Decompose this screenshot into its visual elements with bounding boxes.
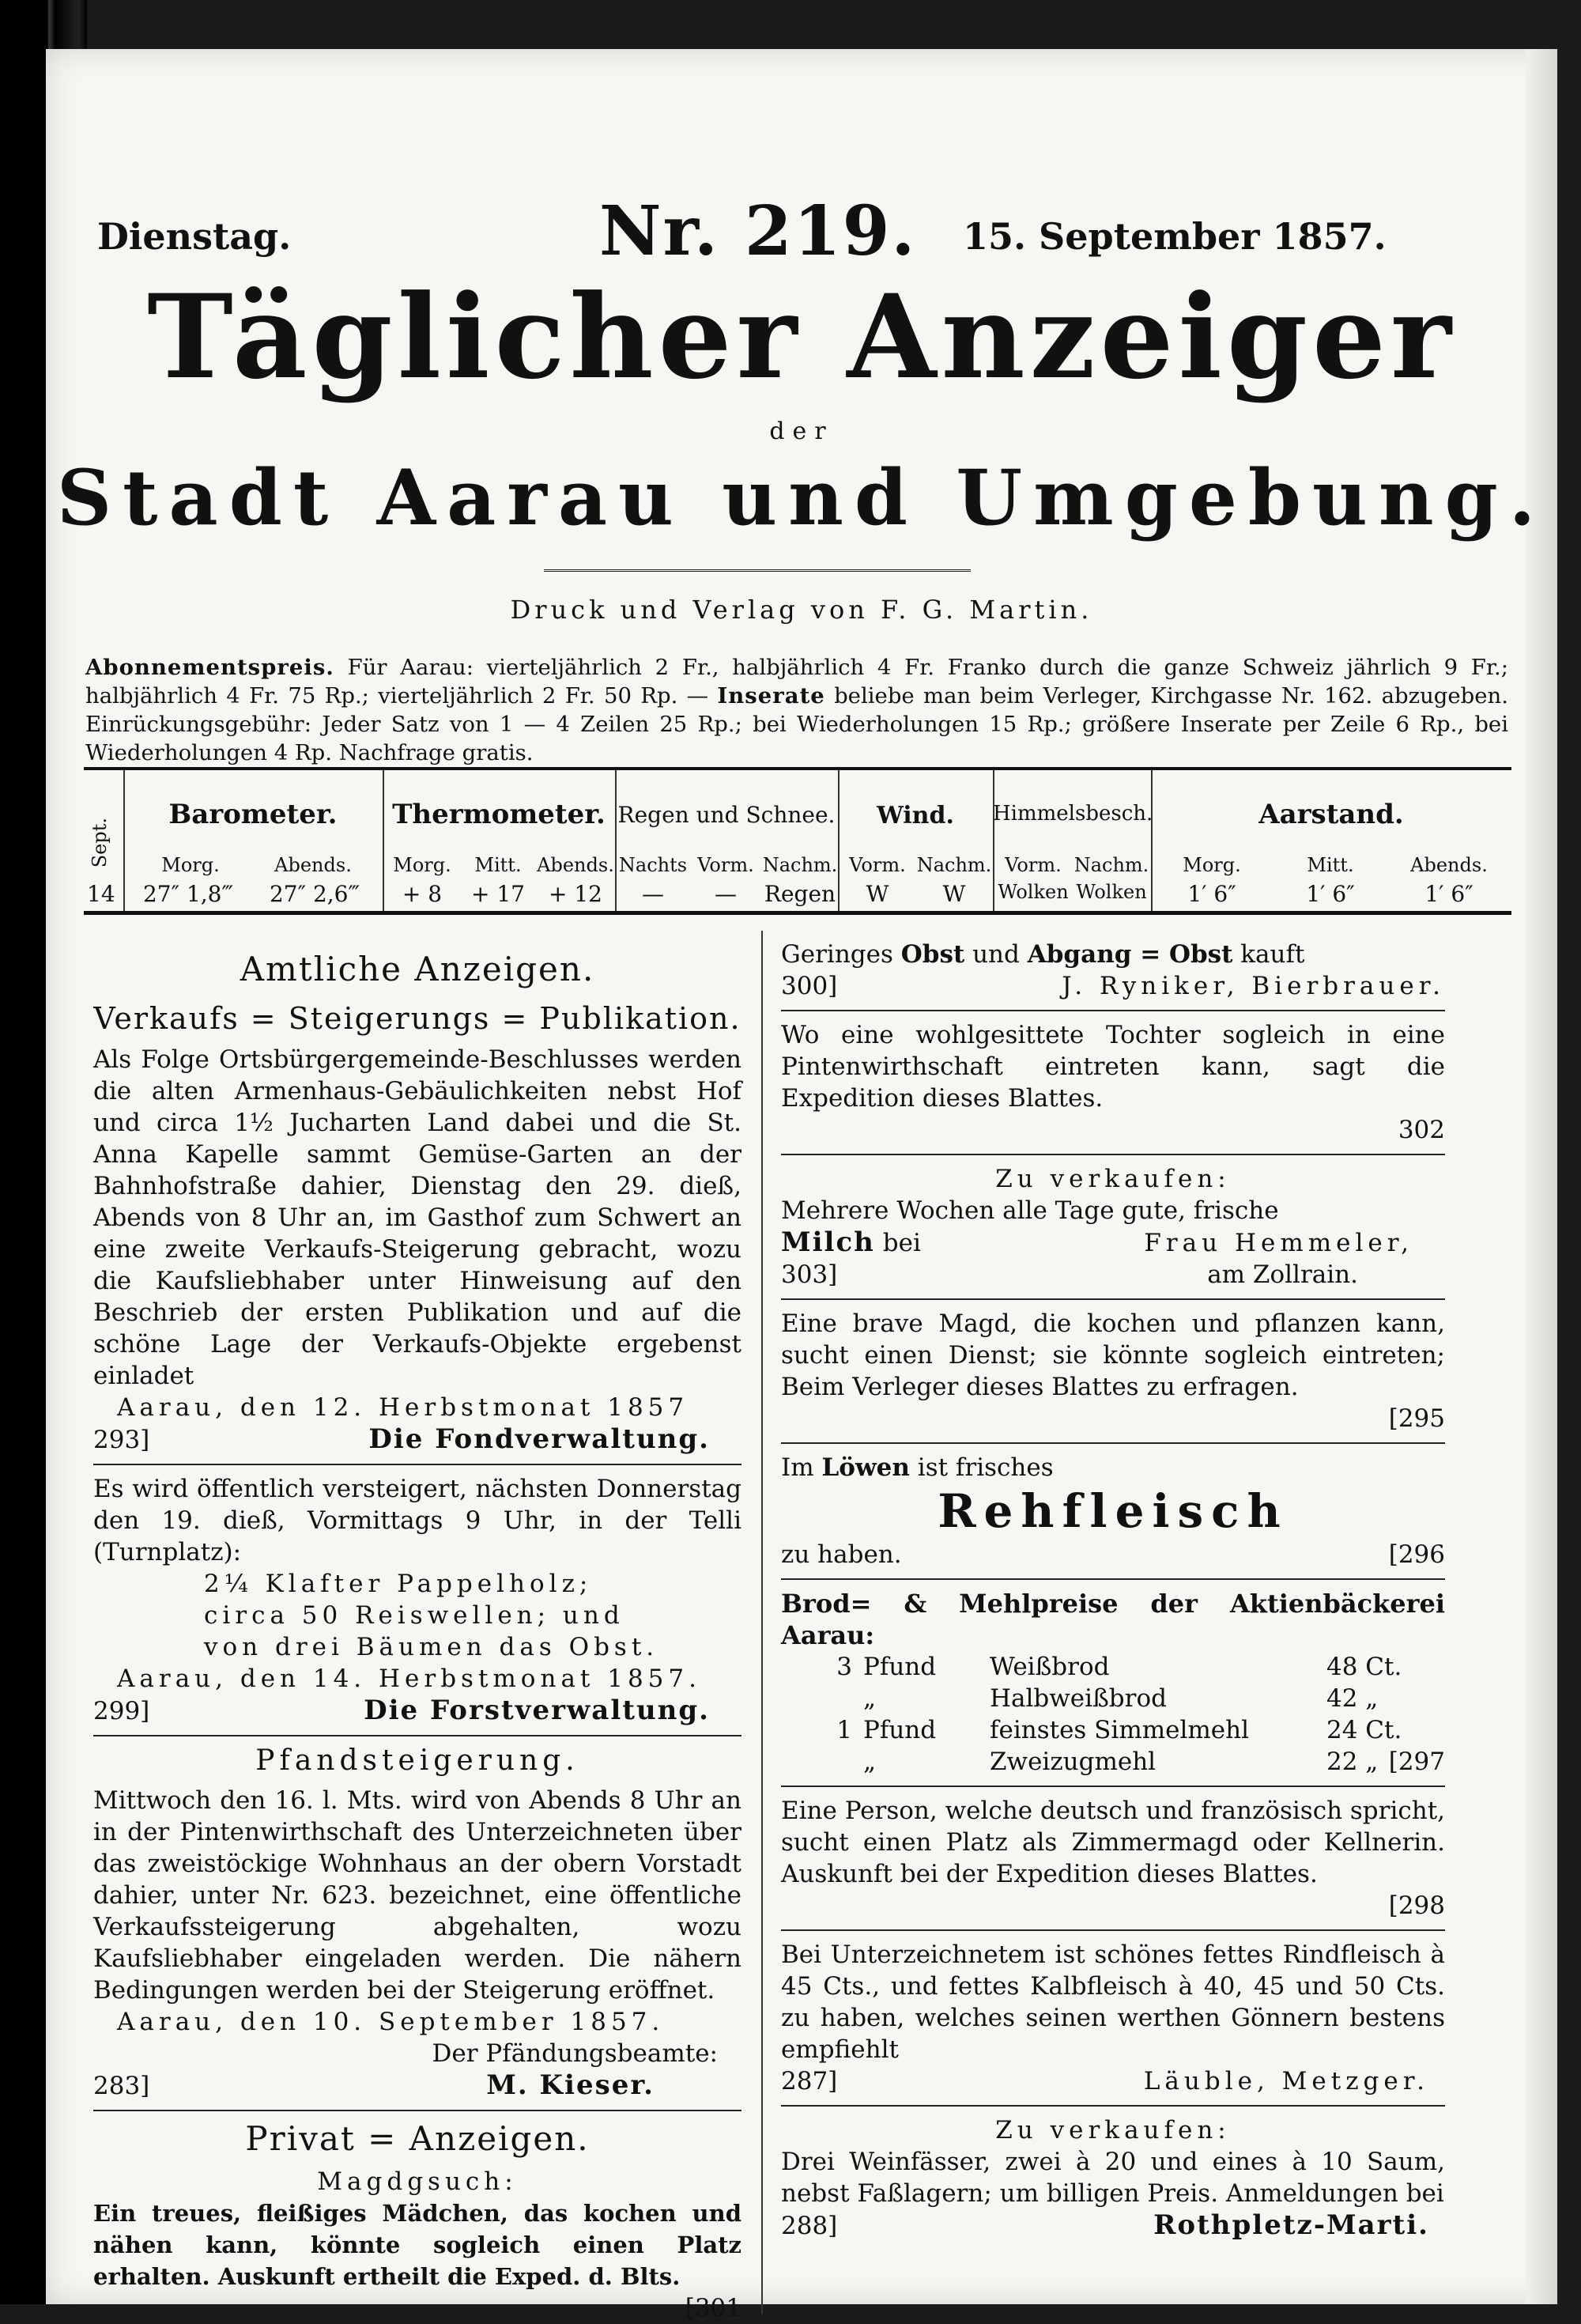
sale-text: Als Folge Ortsbürgergemeinde-Beschlusses werden die alten Armenhaus-Gebäulichkeiten nebst Hof und circa 1½ Jucharten Land dabei und die St. Anna Kapelle sammt Gemüse-Garten an der Bahnhofstraße dahier, Dienstag den 29. dieß, Abends von 8 Uhr an, im Gasthof zum Schwert an eine zweite Verkaufs-Steigerung gebracht, wozu die Kaufsliebhaber unter Hinweisung auf den Beschrieb der ersten Publikation und auf die schöne Lage der Verkaufs-Objekte ergebenst einladet [93,1045,741,1390]
aar-value: 1′ 6″ [1306,881,1355,907]
wood-item: von drei Bäumen das Obst. [204,1633,659,1661]
sale-number: 293] [93,1426,150,1454]
rain-sub: Vorm. [697,854,754,876]
issue-number: Nr. 219. [599,191,917,271]
price-item: Zweizugmehl [990,1748,1157,1776]
fleisch-signature-row [781,2065,1445,2097]
price-qty: 1 [836,1716,852,1744]
barometer-heading: Barometer. [168,799,338,830]
tochter-number: 302 [1398,1116,1445,1144]
title-rule [544,569,971,572]
price-value: 42 „ [1326,1684,1379,1713]
sky-sub: Nachm. [1073,854,1149,876]
magd-text: Ein treues, fleißiges Mädchen, das kochen und nähen kann, könnte sogleich einen Platz erhalten. Auskunft ertheilt die Exped. d. Blts. [93,2200,741,2290]
reh-number: [296 [1388,1540,1445,1569]
person-text: Eine Person, welche deutsch und französisch spricht, sucht einen Platz als Zimmermagd oder Kellnerin. Auskunft bei der Expedition dieses Blattes. [781,1797,1446,1888]
divider [781,1010,1445,1011]
sky-value: Wolken [1076,881,1147,903]
issue-date: 15. September 1857. [963,215,1387,258]
obst-ad [781,939,1445,970]
milch-line: Mehrere Wochen alle Tage gute, frische [781,1196,1279,1225]
aar-value: 1′ 6″ [1187,881,1236,907]
thermometer-value: + 12 [549,881,602,907]
barometer-sub: Abends. [274,854,352,876]
price-item: Weißbrod [990,1653,1110,1681]
pfand-number: 283] [93,2072,150,2100]
magd2-number: [295 [1388,1404,1445,1433]
rain-sub: Nachts [618,854,688,876]
price-unit: Pfund [863,1653,937,1681]
sale-place: Aarau, den 12. Herbstmonat 1857 [117,1393,689,1422]
loewen-line [781,1452,1445,1483]
divider [781,1786,1445,1787]
rain-value: — [715,881,737,907]
obst-signature: J. Ryniker, Bierbrauer. [1062,972,1445,1000]
brot-heading: Brod= & Mehlpreise der Aktienbäckerei Aarau: [781,1589,1445,1650]
wood-signature: Die Forstverwaltung. [364,1695,710,1726]
divider [781,1154,1445,1155]
milch-number: 303] [781,1260,838,1289]
price-row [781,1683,1445,1714]
price-value: 22 „ [1326,1748,1379,1776]
wein-heading: Zu verkaufen: [995,2116,1231,2145]
aar-sub: Morg. [1183,854,1241,876]
pfand-place: Aarau, den 10. September 1857. [117,2008,665,2036]
private-heading: Privat = Anzeigen. [245,2119,590,2158]
sky-sub: Vorm. [1005,854,1062,876]
pfand-signature-row [93,2069,741,2102]
obst-text: kauft [1232,940,1305,969]
official-heading: Amtliche Anzeigen. [240,950,595,988]
price-row [781,1714,1445,1746]
price-item: Halbweißbrod [990,1684,1167,1713]
price-item: feinstes Simmelmehl [990,1716,1249,1744]
right-column [781,939,1445,2242]
inserate-text: beliebe man beim Verleger, Kirchgasse Nr. 162. abzugeben. Einrückungsgebühr: Jeder Satz von 1 — 4 Zeilen 25 Rp.; bei Wiederholungen 15 Rp.; größere Inserate per Zeile 6 Rp., bei Wiederholungen 4 Rp. Nachfrage gratis. [85,683,1508,765]
price-unit: „ [863,1748,877,1776]
wein-number: 288] [781,2212,838,2240]
barometer-value: 27″ 1,8‴ [142,881,234,907]
price-unit: „ [863,1684,877,1713]
wood-number: 299] [93,1697,150,1725]
title-connector: der [769,418,834,445]
sky-value: Wolken [998,881,1069,903]
wind-value: W [866,881,889,907]
left-column [93,939,741,2324]
aar-sub: Mitt. [1307,854,1354,876]
pfand-heading: Pfandsteigerung. [255,1744,579,1777]
obst-text: Geringes [781,940,901,969]
thermometer-sub: Abends. [537,854,614,876]
milch-bold: Milch [781,1226,875,1258]
milch-bei: bei [882,1229,921,1257]
thermometer-sub: Mitt. [474,854,522,876]
tochter-text: Wo eine wohlgesittete Tochter sogleich in eine Pintenwirthschaft eintreten kann, sagt die Expedition dieses Blattes. [781,1021,1445,1113]
thermometer-heading: Thermometer. [392,799,606,830]
milch-name: Frau Hemmeler, [1144,1229,1413,1257]
weather-month: Sept. [89,818,111,868]
magd-heading: Magdgsuch: [317,2167,518,2196]
brot-number: [297 [1388,1748,1445,1776]
thermometer-value: + 8 [402,881,443,907]
price-value: 48 Ct. [1326,1653,1402,1681]
wind-heading: Wind. [877,802,954,829]
divider [781,1929,1445,1931]
magd2-text: Eine brave Magd, die kochen und pflanzen kann, sucht einen Dienst; sie könnte sogleich eintreten; Beim Verleger dieses Blattes zu erfragen. [781,1309,1445,1401]
price-value: 24 Ct. [1326,1716,1402,1744]
wood-text: Es wird öffentlich versteigert, nächsten Donnerstag den 19. dieß, Vormittags 9 Uhr, in der Telli (Turnplatz): [93,1475,741,1566]
aar-sub: Abends. [1410,854,1488,876]
fleisch-text: Bei Unterzeichnetem ist schönes fettes Rindfleisch à 45 Cts., und fettes Kalbfleisch à 40, 45 und 50 Cts. zu haben, welches seinen werthen Gönnern bestens empfiehlt [781,1940,1445,2064]
price-table [781,1651,1445,1778]
wind-sub: Vorm. [849,854,906,876]
reh-row [781,1539,1445,1570]
reh-haben: zu haben. [781,1540,902,1569]
wein-signature-row [781,2209,1445,2242]
sky-heading: Himmelsbesch. [993,802,1153,826]
price-row [781,1651,1445,1683]
pfand-signature: M. Kieser. [486,2069,655,2101]
column-divider [761,931,763,2315]
divider [781,1442,1445,1444]
fleisch-signature: Läuble, Metzger. [1143,2067,1429,2095]
weather-day: 14 [87,881,115,907]
weather-table [84,767,1511,915]
loewen-text: ist frisches [909,1453,1054,1482]
wood-place: Aarau, den 14. Herbstmonat 1857. [117,1665,701,1693]
obst-signature-row [781,970,1445,1002]
sale-signature: Die Fondverwaltung. [368,1423,710,1455]
aar-heading: Aarstand. [1258,799,1404,830]
obst-text: und [964,940,1028,969]
newspaper-page [46,49,1557,2322]
inserate-label: Inserate [717,683,825,709]
imprint: Druck und Verlag von F. G. Martin. [510,595,1093,625]
sale-heading: Verkaufs = Steigerungs = Publikation. [93,1001,741,1036]
milch-row [781,1226,1445,1259]
wood-signature-row [93,1695,741,1727]
fleisch-number: 287] [781,2067,838,2095]
pfand-role: Der Pfändungsbeamte: [432,2039,718,2068]
divider [781,1578,1445,1580]
wood-item: 2¼ Klafter Pappelholz; [204,1570,593,1598]
divider [781,1298,1445,1300]
price-qty: 3 [836,1653,852,1681]
rain-sub: Nachm. [762,854,838,876]
obst-bold: Obst [900,940,965,969]
price-row [781,1746,1445,1778]
wood-item: circa 50 Reiswellen; und [204,1601,624,1630]
price-unit: Pfund [863,1716,937,1744]
wind-sub: Nachm. [916,854,992,876]
aar-value: 1′ 6″ [1424,881,1473,907]
milch-heading: Zu verkaufen: [995,1165,1231,1193]
newspaper-subtitle: Stadt Aarau und Umgebung. [56,453,1547,542]
divider [93,1735,741,1736]
barometer-sub: Morg. [161,854,220,876]
wein-text: Drei Weinfässer, zwei à 20 und eines à 10 Saum, nebst Faßlagern; um billigen Preis. Anmeldungen bei [781,2148,1445,2208]
subscription-label: Abonnementspreis. [85,655,334,680]
subscription-text: Für Aarau: vierteljährlich 2 Fr., halbjährlich 4 Fr. Franko durch die ganze Schweiz jährlich 9 Fr.; halbjährlich 4 Fr. 75 Rp.; vierteljährlich 2 Fr. 50 Rp. — [85,655,1508,709]
subscription-info [85,653,1508,767]
divider [93,2110,741,2111]
wein-signature: Rothpletz-Marti. [1153,2209,1429,2241]
thermometer-sub: Morg. [393,854,451,876]
barometer-value: 27″ 2,6‴ [269,881,360,907]
loewen-bold: Löwen [821,1453,910,1482]
issue-day: Dienstag. [97,215,292,258]
rain-value: — [642,881,664,907]
price-qty [781,1746,863,1778]
obst-number: 300] [781,972,838,1000]
loewen-text: Im [781,1453,822,1482]
rain-value: Regen [764,881,836,907]
wind-value: W [942,881,966,907]
milch-place-row [781,1259,1445,1290]
magd-number: [301 [685,2294,741,2322]
thermometer-value: + 17 [471,881,525,907]
divider [781,2105,1445,2107]
sale-signature-row [93,1423,741,1456]
rain-heading: Regen und Schnee. [617,802,836,828]
pfand-text: Mittwoch den 16. l. Mts. wird von Abends 8 Uhr an in der Pintenwirthschaft des Unterzeichneten über das zweistöckige Wohnhaus an der obern Vorstadt dahier, unter Nr. 623. bezeichnet, eine öffentliche Verkaufssteigerung abgehalten, wozu Kaufsliebhaber eingeladen werden. Die nähern Bedingungen werden bei der Steigerung eröffnet. [93,1786,741,2005]
milch-place: am Zollrain. [1207,1260,1358,1289]
obst-bold: Abgang = Obst [1027,940,1233,969]
price-qty [781,1683,863,1714]
person-number: [298 [1388,1891,1445,1920]
divider [93,1464,741,1465]
newspaper-title: Täglicher Anzeiger [147,270,1456,405]
reh-heading: Rehfleisch [938,1484,1289,1538]
